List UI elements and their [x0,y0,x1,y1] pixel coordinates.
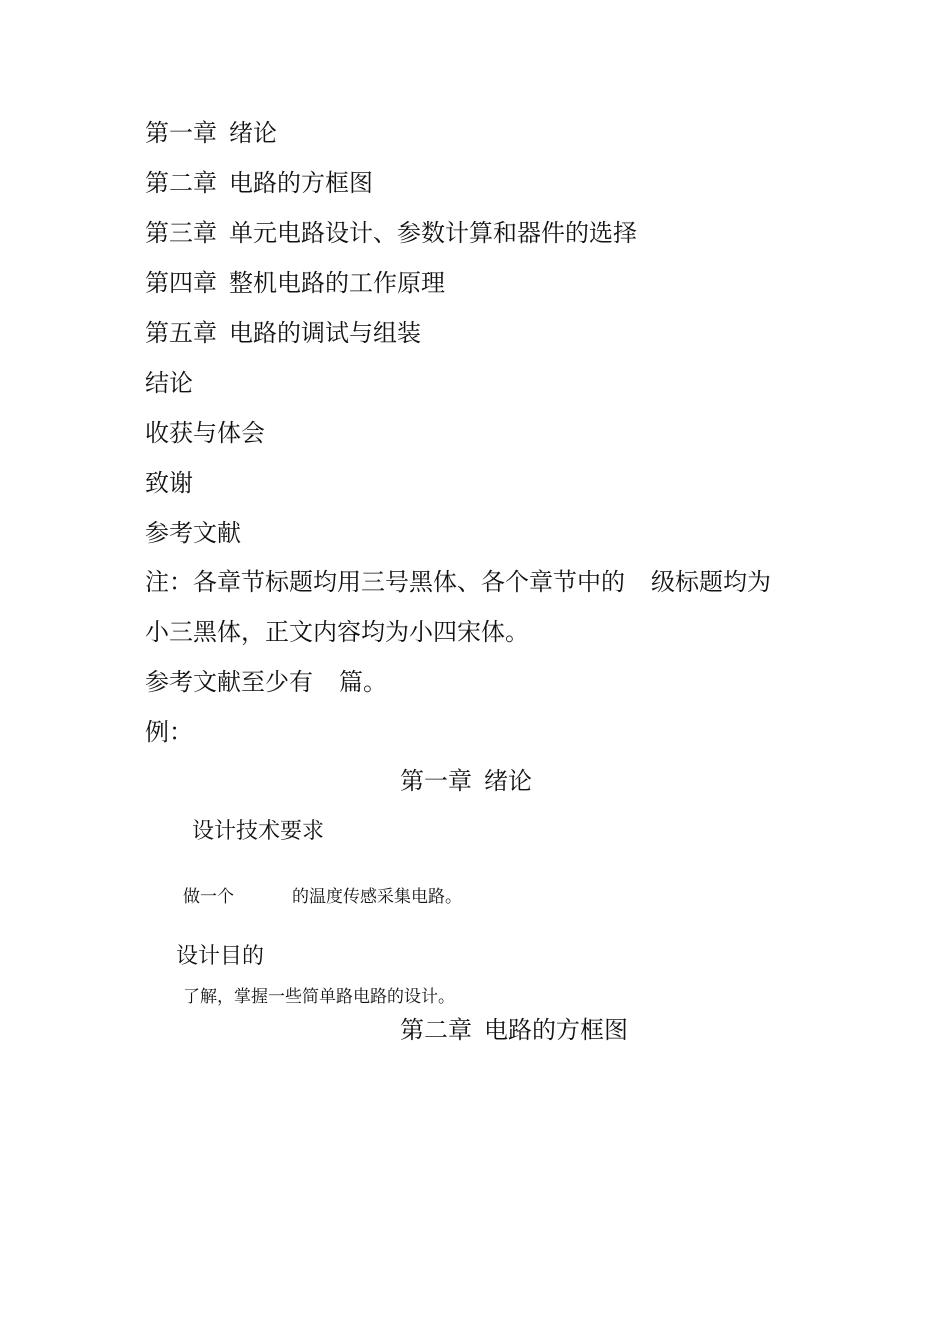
example-purpose-heading: 设计目的 [176,944,265,969]
toc-chapter-3 [145,218,637,248]
toc-chapter-4-title: 整机电路的工作原理 [229,269,445,297]
toc-chapter-1-title: 绪论 [229,119,277,147]
toc-chapter-5-label: 第五章 [145,319,217,347]
toc-chapter-5 [145,318,421,348]
toc-thanks: 致谢 [145,469,193,497]
example-tech-requirements-heading: 设计技术要求 [192,819,325,844]
toc-chapter-4-label: 第四章 [145,269,217,297]
example-tech-requirements-text [183,886,462,908]
note-line-3-part-a: 参考文献至少有 [145,668,313,696]
note-line-2: 小三黑体，正文内容均为小四宋体。 [145,618,529,646]
toc-chapter-1-label: 第一章 [145,119,217,147]
toc-chapter-2 [145,168,373,198]
example-chapter-1-title: 绪论 [484,767,532,795]
toc-chapter-5-title: 电路的调试与组装 [229,319,421,347]
example-purpose-text: 了解，掌握一些简单路电路的设计。 [183,987,455,1007]
example-chapter-2-heading [400,1015,628,1045]
note-line-3 [145,667,387,697]
note-line-1 [145,567,771,597]
example-label: 例： [145,718,193,746]
note-line-3-part-b: 篇。 [339,668,387,696]
toc-chapter-4 [145,268,445,298]
example-chapter-2-title: 电路的方框图 [484,1016,628,1044]
toc-harvest: 收获与体会 [145,419,265,447]
toc-chapter-3-label: 第三章 [145,219,217,247]
note-line-1-part-b: 级标题均为 [651,568,771,596]
example-chapter-1-heading [400,766,532,796]
toc-conclusion: 结论 [145,369,193,397]
toc-chapter-3-title: 单元电路设计、参数计算和器件的选择 [229,219,637,247]
toc-chapter-1 [145,118,277,148]
toc-chapter-2-label: 第二章 [145,169,217,197]
example-chapter-1-label: 第一章 [400,767,472,795]
toc-chapter-2-title: 电路的方框图 [229,169,373,197]
note-line-1-part-a: 注：各章节标题均用三号黑体、各个章节中的 [145,568,625,596]
example-tech-requirements-text-a: 做一个 [183,887,234,907]
example-tech-requirements-text-b: 的温度传感采集电路。 [292,887,462,907]
example-chapter-2-label: 第二章 [400,1016,472,1044]
toc-references: 参考文献 [145,519,241,547]
